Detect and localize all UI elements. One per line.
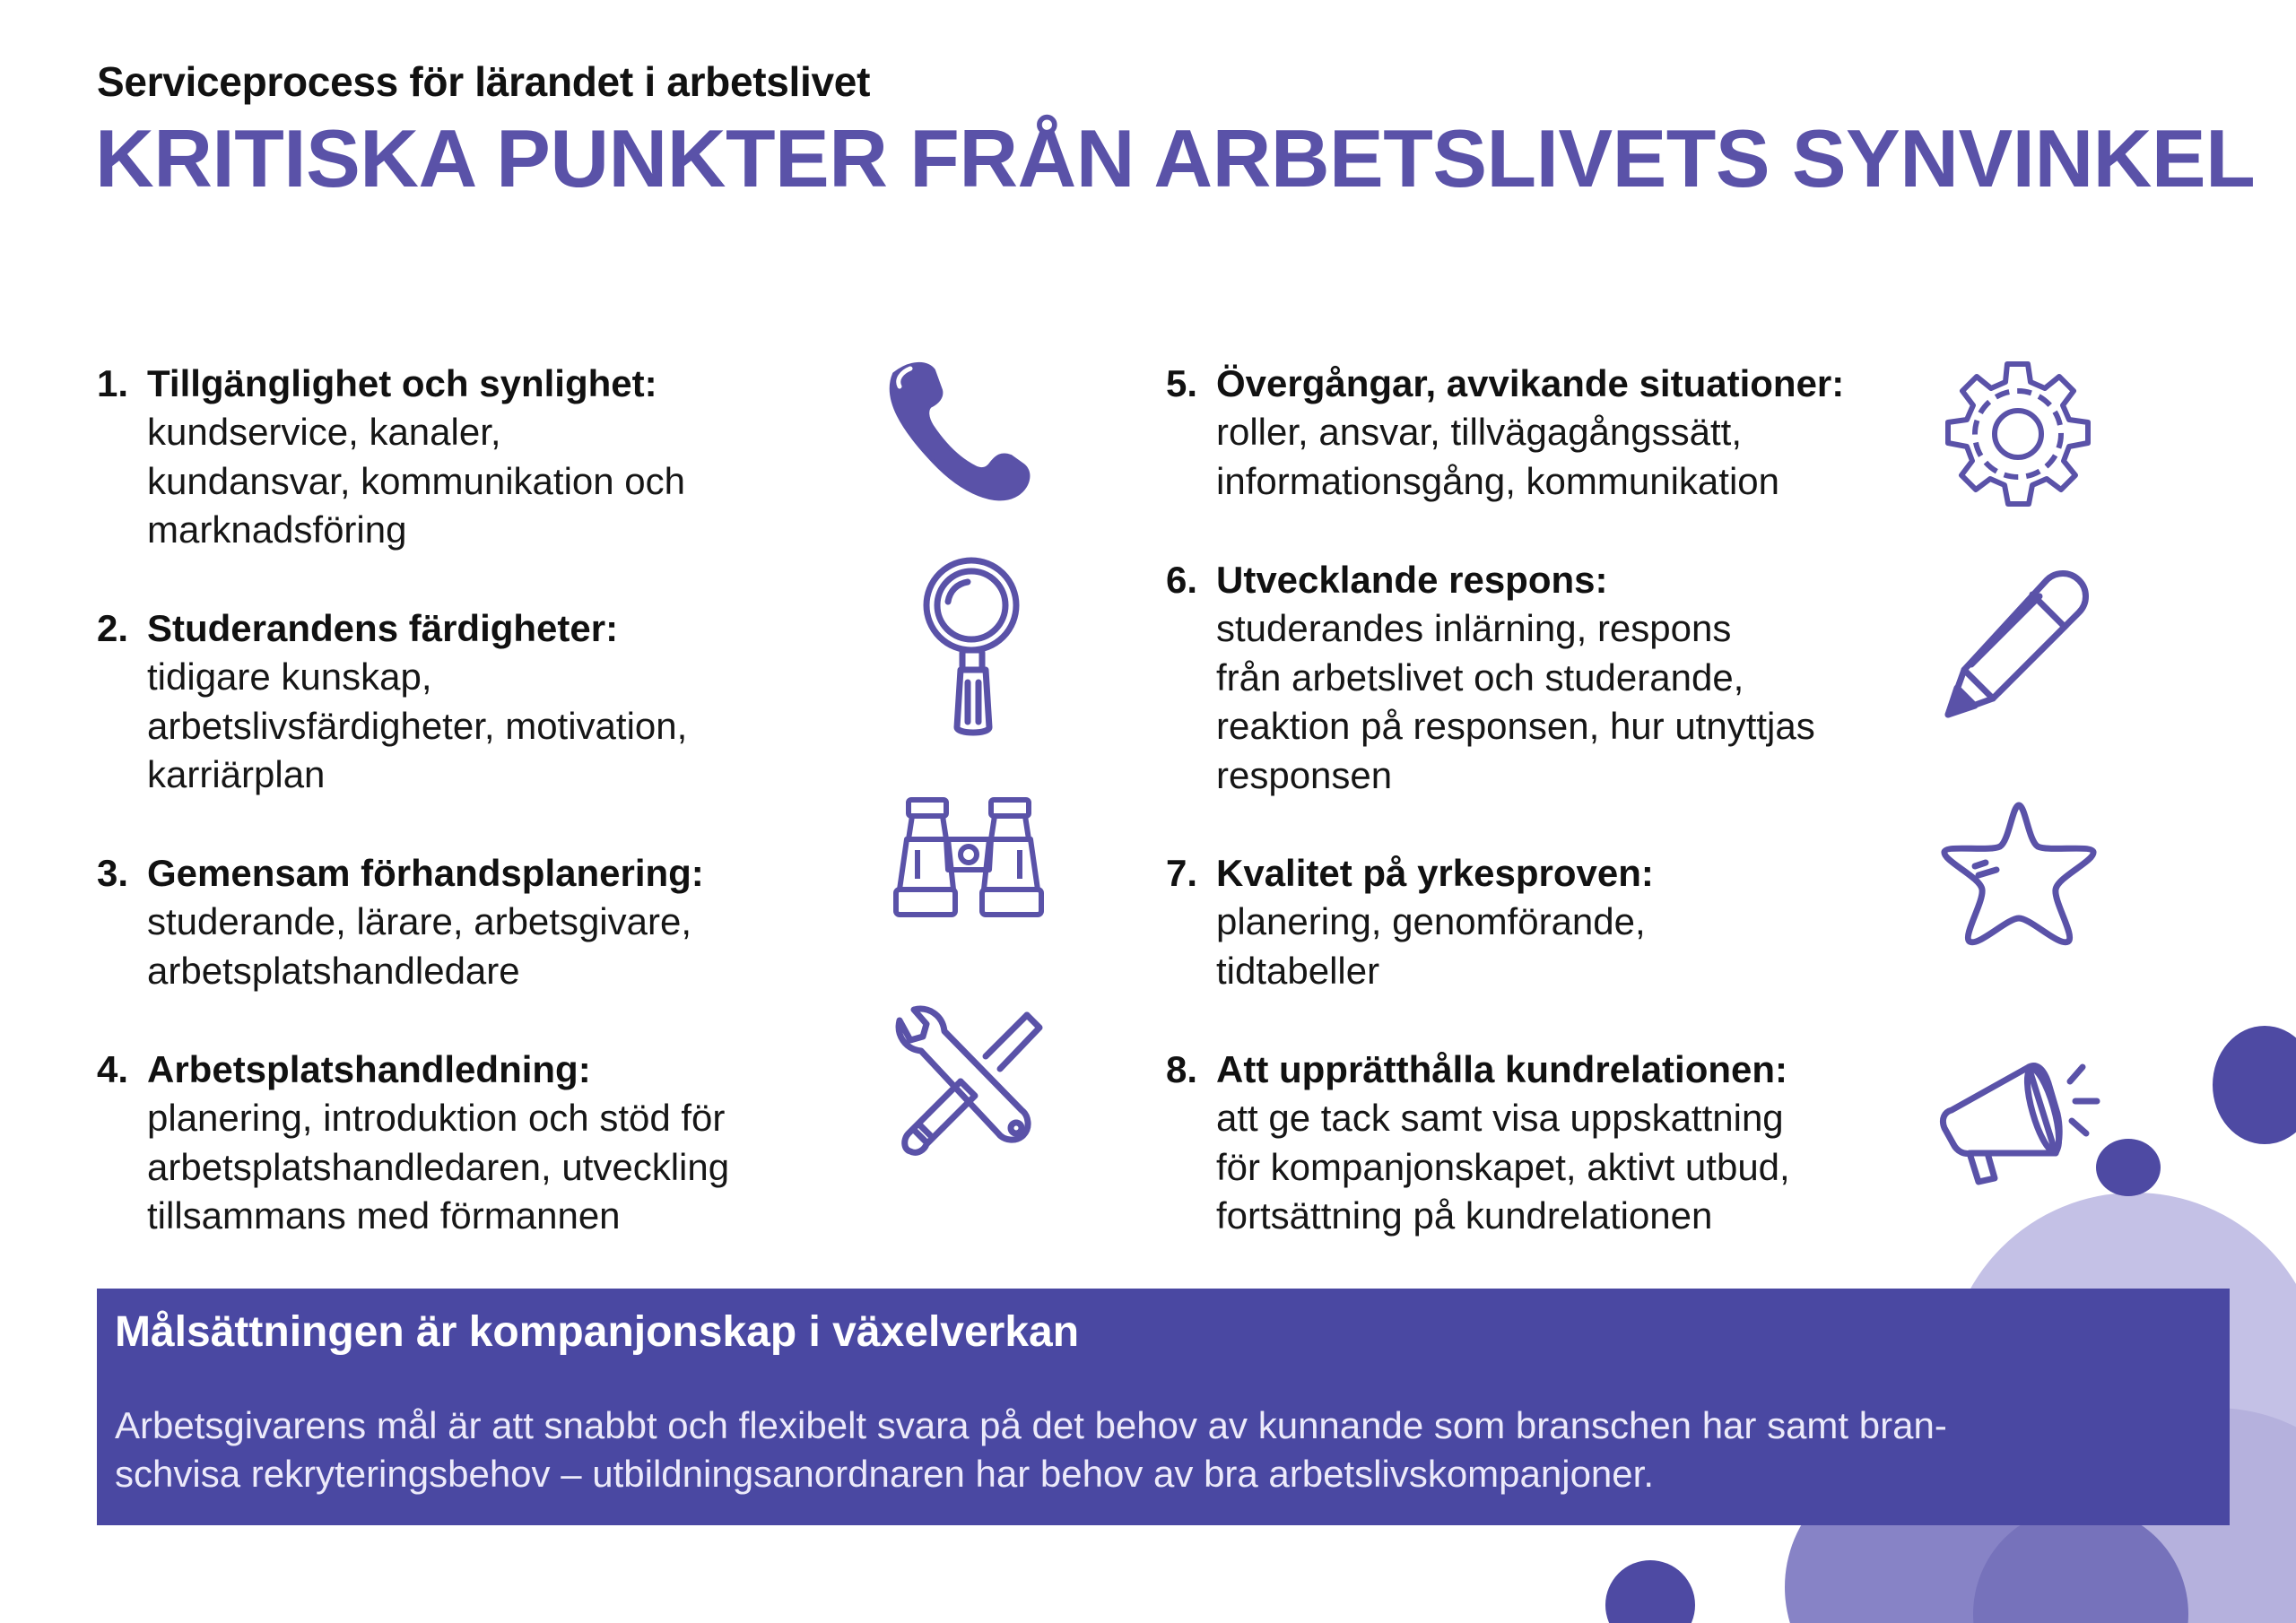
item-text: planering, introduktion och stöd för — [147, 1097, 726, 1139]
item-text: studerandes inlärning, respons — [1216, 607, 1732, 649]
item-text: från arbetslivet och studerande, — [1216, 655, 1744, 699]
item-text: reaktion på responsen, hur utnyttjas — [1216, 705, 1815, 747]
list-item — [1166, 849, 1654, 995]
item-number: 6. — [1166, 559, 1198, 601]
item-heading: Övergångar, avvikande situationer: — [1216, 362, 1845, 404]
magnifier-icon — [919, 551, 1045, 740]
item-heading: Studerandens färdigheter: — [147, 607, 619, 649]
item-heading: Tillgänglighet och synlighet: — [147, 362, 657, 404]
tools-icon — [892, 1002, 1049, 1159]
binoculars-icon — [892, 796, 1049, 922]
list-item — [97, 849, 704, 995]
goal-title: Målsättningen är kompanjonskap i växelverkan — [115, 1308, 1080, 1356]
megaphone-icon — [1939, 1047, 2105, 1191]
list-item — [1166, 556, 1815, 800]
item-number: 4. — [97, 1048, 129, 1090]
item-heading: Kvalitet på yrkesproven: — [1216, 852, 1654, 894]
goal-text-line: schvisa rekryteringsbehov – utbildningsanordnaren har behov av bra arbetslivskompanjoner. — [115, 1453, 1654, 1495]
item-heading: Gemensam förhandsplanering: — [147, 852, 704, 894]
item-text: tidtabeller — [1216, 949, 1380, 992]
item-text: tidigare kunskap, — [147, 655, 432, 698]
item-number: 7. — [1166, 852, 1198, 894]
list-item — [97, 360, 685, 555]
pencil-icon — [1939, 568, 2096, 725]
goal-text-line: Arbetsgivarens mål är att snabbt och flexibelt svara på det behov av kunnande som branschen har samt bran- — [115, 1404, 1947, 1446]
item-text: marknadsföring — [147, 508, 407, 551]
phone-icon — [874, 354, 1036, 507]
page-title: KRITISKA PUNKTER FRÅN ARBETSLIVETS SYNVINKEL — [95, 114, 2256, 204]
item-number: 3. — [97, 852, 129, 894]
item-text: att ge tack samt visa uppskattning — [1216, 1097, 1784, 1139]
item-heading: Att upprätthålla kundrelationen: — [1216, 1048, 1788, 1090]
list-item — [97, 1046, 729, 1241]
item-heading: Arbetsplatshandledning: — [147, 1048, 591, 1090]
list-item — [1166, 360, 1844, 506]
item-text: arbetslivsfärdigheter, motivation, — [147, 704, 688, 747]
item-number: 1. — [97, 362, 129, 404]
item-text: tillsammans med förmannen — [147, 1194, 621, 1237]
item-text: planering, genomförande, — [1216, 900, 1646, 942]
item-number: 5. — [1166, 362, 1198, 404]
item-heading: Utvecklande respons: — [1216, 559, 1608, 601]
star-icon — [1939, 798, 2099, 950]
item-text: för kompanjonskapet, aktivt utbud, — [1216, 1145, 1790, 1188]
item-text: arbetsplatshandledaren, utveckling — [147, 1145, 730, 1188]
item-number: 8. — [1166, 1048, 1198, 1090]
goal-text — [115, 1402, 2212, 1498]
page-subtitle: Serviceprocess för lärandet i arbetslivet — [97, 58, 871, 105]
goal-box — [97, 1289, 2230, 1525]
item-text: arbetsplatshandledare — [147, 949, 520, 992]
item-text: fortsättning på kundrelationen — [1216, 1194, 1713, 1237]
list-item — [97, 604, 687, 800]
gear-icon — [1939, 359, 2096, 516]
item-text: studerande, lärare, arbetsgivare, — [147, 900, 692, 942]
item-text: responsen — [1216, 753, 1393, 796]
item-text: roller, ansvar, tillvägagångssätt, — [1216, 411, 1742, 453]
item-text: informationsgång, kommunikation — [1216, 459, 1779, 502]
item-number: 2. — [97, 607, 129, 649]
item-text: kundservice, kanaler, — [147, 411, 501, 453]
item-text: kundansvar, kommunikation och — [147, 459, 685, 502]
item-text: karriärplan — [147, 753, 326, 795]
list-item — [1166, 1046, 1790, 1241]
